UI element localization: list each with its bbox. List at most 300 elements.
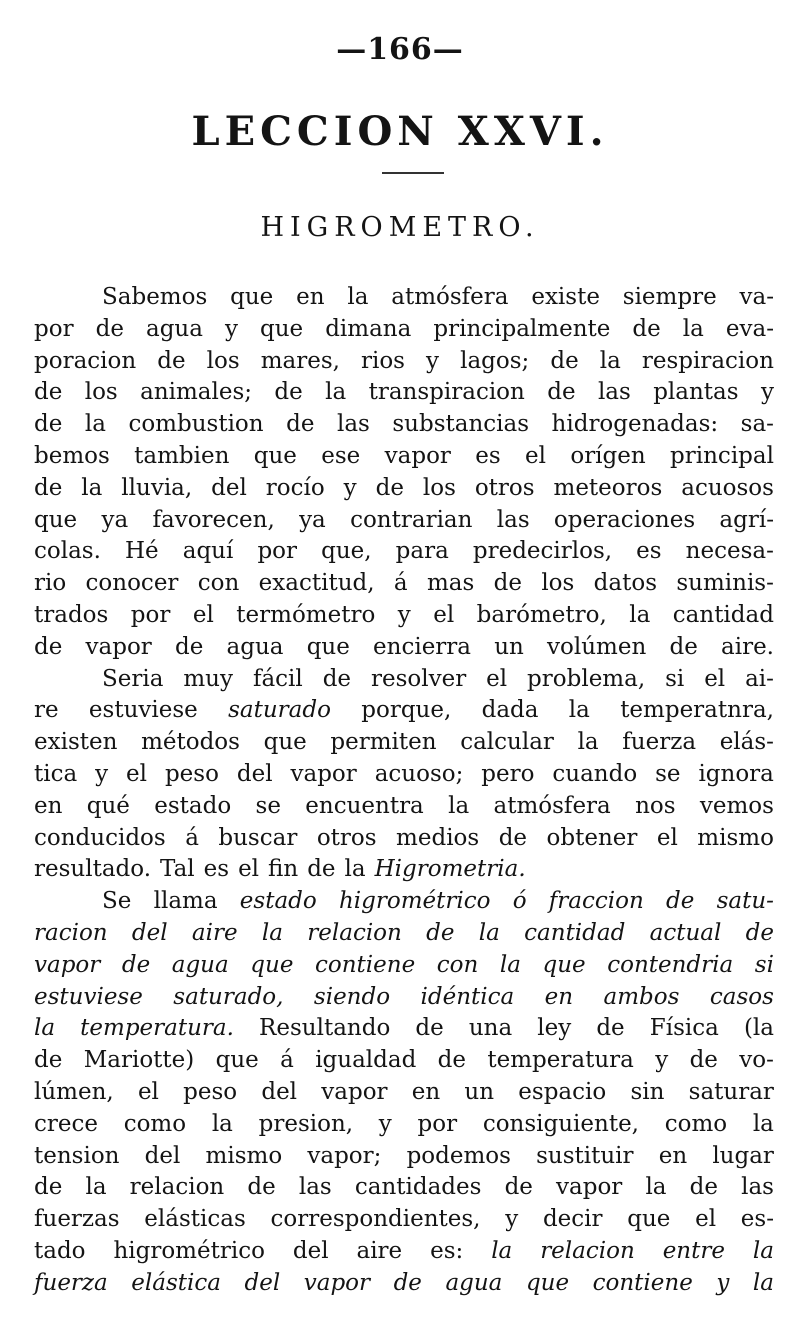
word: lúmen, (34, 1078, 114, 1105)
word: y (224, 315, 238, 342)
text-line (34, 1077, 774, 1109)
word: fraccion (548, 888, 644, 915)
word: vapor (85, 633, 152, 660)
lesson-title: LECCION XXVI. (191, 108, 609, 155)
word: cantidad (672, 601, 774, 628)
word: aire (191, 919, 238, 946)
word: de (34, 1047, 63, 1074)
word: sustituir (536, 1142, 634, 1169)
word: el (126, 760, 148, 787)
word: el (486, 665, 508, 692)
word: si (665, 665, 685, 692)
word: del (131, 919, 168, 946)
word: que (263, 729, 307, 756)
word: Física (649, 1015, 719, 1042)
word: predecirlos, (472, 538, 613, 565)
text-line (34, 823, 774, 855)
word: vemos (699, 792, 774, 819)
text-line (34, 982, 774, 1014)
word: de (415, 1015, 444, 1042)
text-line (34, 950, 774, 982)
text-line (34, 1172, 774, 1204)
word: se (255, 792, 281, 819)
word: va- (739, 284, 774, 310)
word: el (192, 601, 214, 628)
word: siempre (622, 284, 717, 310)
word: cuando (552, 760, 638, 787)
word: de (498, 824, 528, 851)
word: ya (299, 506, 326, 533)
word: relacion (540, 1237, 635, 1264)
word: principal (670, 442, 774, 469)
word: mismo (205, 1142, 283, 1169)
word: mas (426, 570, 475, 597)
word: colas. (34, 538, 101, 565)
word: estuviese (88, 697, 198, 724)
word: agua (226, 633, 284, 660)
word: y (716, 1269, 730, 1296)
text-line (34, 1204, 774, 1236)
word: otros (316, 824, 377, 851)
word: la (478, 919, 500, 946)
word: elásticas (144, 1206, 246, 1233)
word: la (568, 697, 590, 724)
word: en (411, 1078, 441, 1105)
word: vo- (739, 1047, 774, 1074)
word: que (306, 633, 350, 660)
word: Se (102, 888, 132, 915)
word: resultado. (34, 856, 152, 883)
word: racion (34, 919, 108, 946)
word: de (157, 347, 186, 374)
word: estado (154, 792, 232, 819)
word: satu- (716, 888, 774, 915)
word: los (541, 570, 575, 597)
word: elás- (719, 729, 774, 756)
word: de (504, 1174, 533, 1201)
word: de (689, 1047, 718, 1074)
word: la (84, 411, 106, 438)
text-line (34, 1045, 774, 1077)
word: decir (542, 1206, 603, 1233)
text-line (34, 1236, 774, 1268)
word: de (307, 856, 336, 883)
word: substancias (392, 411, 530, 438)
word: una (468, 1015, 513, 1042)
word: eva- (725, 315, 774, 342)
word: correspondientes, (270, 1206, 481, 1233)
word: la (752, 1237, 774, 1264)
word: crece (34, 1110, 98, 1137)
word: meteoros (553, 474, 663, 501)
word: de (689, 1174, 718, 1201)
word: un (494, 633, 524, 660)
word: en (296, 284, 325, 310)
word: el (433, 601, 455, 628)
word: y (95, 760, 109, 787)
word: á (280, 1047, 294, 1074)
word: vapor; (307, 1142, 382, 1169)
text-line (34, 1268, 774, 1300)
word: calcular (460, 729, 554, 756)
word: fuerza (34, 1269, 108, 1296)
word: Resultando (259, 1015, 391, 1042)
word: vapor (34, 951, 101, 978)
word: que (253, 442, 297, 469)
word: entre (662, 1237, 725, 1264)
word: conducidos (34, 824, 166, 851)
word: la (752, 1269, 774, 1296)
word: las (741, 1174, 774, 1201)
word: de (745, 919, 774, 946)
word: volúmen (547, 633, 647, 660)
text-line (34, 1141, 774, 1173)
word: termómetro (236, 601, 376, 628)
word: resolver (370, 665, 467, 692)
word: la (491, 1237, 513, 1264)
word: la (34, 1015, 56, 1042)
text-line (34, 727, 774, 759)
word: estado (239, 888, 317, 915)
word: y (655, 1047, 669, 1074)
word: por (34, 315, 74, 342)
word: tado (34, 1237, 86, 1264)
word: atmósfera (493, 792, 611, 819)
word: muy (183, 665, 233, 692)
word: de (493, 570, 522, 597)
word: de (247, 1174, 276, 1201)
page-number: —166— (336, 32, 464, 67)
word: es (203, 856, 230, 883)
word: los (206, 347, 240, 374)
word: de (632, 315, 661, 342)
word: transpiracion (368, 379, 525, 406)
word: del (236, 760, 273, 787)
word: del (144, 1142, 181, 1169)
word: ley (537, 1015, 572, 1042)
word: los (422, 474, 456, 501)
word: contendria (607, 951, 734, 978)
word: estuviese (34, 983, 143, 1010)
word: de (34, 379, 63, 406)
word: espacio (518, 1078, 607, 1105)
word: barómetro, (476, 601, 607, 628)
word: y (343, 474, 357, 501)
word: del (211, 474, 247, 501)
word: saturar (688, 1078, 774, 1105)
word: existen (34, 729, 118, 756)
word: la (85, 1174, 107, 1201)
word: medios (396, 824, 480, 851)
word: de (596, 1015, 625, 1042)
word: ai- (745, 665, 774, 692)
text-line (34, 568, 774, 600)
word: de (274, 379, 303, 406)
word: de (393, 1269, 422, 1296)
word: la (577, 729, 599, 756)
word: pero (481, 760, 535, 787)
word: que (215, 1047, 259, 1074)
word: agua (145, 315, 203, 342)
word: en (658, 1142, 688, 1169)
word: aire. (721, 633, 774, 660)
text-line (34, 314, 774, 346)
word: temperatnra, (620, 697, 774, 724)
word: que (230, 284, 274, 310)
word: problema, (527, 665, 646, 692)
word: vapor (303, 1269, 371, 1296)
word: el (704, 665, 726, 692)
word: encuentra (305, 792, 424, 819)
word: que (627, 1206, 671, 1233)
word: agua (445, 1269, 503, 1296)
word: igualdad (315, 1047, 417, 1074)
word: poracion (34, 347, 137, 374)
word: conocer (85, 570, 179, 597)
word: porque, (361, 697, 452, 724)
word: respiracion (641, 347, 774, 374)
word: operaciones (553, 506, 696, 533)
word: vapor (321, 1078, 388, 1105)
word: de (175, 633, 204, 660)
text-line (34, 282, 774, 314)
word: favorecen, (152, 506, 275, 533)
word: Hé (125, 538, 159, 565)
text-line (34, 505, 774, 537)
word: las (298, 1174, 332, 1201)
word: de (34, 633, 63, 660)
word: casos (709, 983, 774, 1010)
word: la (325, 379, 347, 406)
word: fácil (252, 665, 303, 692)
text-line (34, 854, 774, 886)
word: acuosos (681, 474, 774, 501)
word: de (375, 474, 404, 501)
word: y (378, 1110, 392, 1137)
word: Mariotte) (83, 1047, 195, 1074)
word: que (542, 951, 586, 978)
word: Seria (102, 665, 164, 692)
word: los (84, 379, 118, 406)
text-line (34, 759, 774, 791)
word: de (437, 1047, 467, 1074)
word: fuerza (622, 729, 697, 756)
word: es- (740, 1206, 774, 1233)
text-line (34, 441, 774, 473)
word: aire (356, 1237, 403, 1264)
word: es (636, 538, 662, 565)
word: cantidades (354, 1174, 482, 1201)
text-line (34, 1013, 774, 1045)
word: principalmente (433, 315, 611, 342)
word: permiten (330, 729, 437, 756)
word: la (682, 315, 704, 342)
text-line (34, 664, 774, 696)
word: la (448, 792, 470, 819)
word: (la (743, 1015, 774, 1042)
word: rio (34, 570, 67, 597)
text-line (34, 695, 774, 727)
word: vapor (556, 1174, 623, 1201)
word: nos (635, 792, 676, 819)
word: el (525, 442, 546, 469)
word: por (130, 601, 171, 628)
word: es: (430, 1237, 464, 1264)
word: ese (321, 442, 361, 469)
word: Sabemos (102, 284, 208, 310)
word: la (344, 856, 366, 883)
word: idéntica (420, 983, 515, 1010)
word: acuoso; (374, 760, 464, 787)
word: lluvia, (121, 474, 193, 501)
text-line (34, 473, 774, 505)
word: de (34, 411, 63, 438)
word: lagos; (460, 347, 530, 374)
word: del (261, 1078, 298, 1105)
word: sa- (740, 411, 774, 438)
word: contrarian (350, 506, 473, 533)
text-line (34, 600, 774, 632)
word: plantas (653, 379, 739, 406)
word: ya (101, 506, 129, 533)
word: agrí- (719, 506, 774, 533)
word: las (496, 506, 530, 533)
word: la (752, 1110, 774, 1137)
word: trados (34, 601, 109, 628)
word: relacion (129, 1174, 225, 1201)
word: que, (321, 538, 372, 565)
word: fuerzas (34, 1206, 120, 1233)
word: la (629, 601, 651, 628)
word: hidrogenadas: (551, 411, 719, 438)
word: agua (171, 951, 229, 978)
word: la (261, 919, 283, 946)
word: fin (268, 856, 299, 883)
word: podemos (406, 1142, 511, 1169)
word: el (238, 856, 260, 883)
word: necesa- (685, 538, 774, 565)
word: saturado (228, 697, 331, 724)
word: tica (34, 760, 78, 787)
word: mares, (260, 347, 340, 374)
word: del (244, 1269, 281, 1296)
word: otros (474, 474, 535, 501)
text-line (34, 791, 774, 823)
word: la (645, 1174, 667, 1201)
word: es (475, 442, 501, 469)
word: llama (153, 888, 218, 915)
word: á (185, 824, 199, 851)
word: como (664, 1110, 728, 1137)
word: ó (512, 888, 527, 915)
word: del (292, 1237, 329, 1264)
word: contiene (315, 951, 416, 978)
word: peso (164, 760, 219, 787)
word: tambien (134, 442, 230, 469)
text-line (34, 409, 774, 441)
word: encierra (373, 633, 472, 660)
word: las (336, 411, 370, 438)
word: buscar (218, 824, 298, 851)
body-text (34, 282, 774, 1300)
word: datos (593, 570, 658, 597)
text-line (34, 632, 774, 664)
word: si (754, 951, 774, 978)
word: como (123, 1110, 187, 1137)
word: aquí (182, 538, 234, 565)
word: y (505, 1206, 519, 1233)
word: vapor (290, 760, 357, 787)
word: existe (531, 284, 600, 310)
word: temperatura. (80, 1015, 234, 1042)
word: para (395, 538, 449, 565)
word: en (34, 792, 63, 819)
word: de (34, 1174, 63, 1201)
word: animales; (140, 379, 253, 406)
word: que (525, 1269, 570, 1296)
word: qué (86, 792, 130, 819)
word: el (695, 1206, 717, 1233)
word: elástica (131, 1269, 221, 1296)
word: de (121, 951, 151, 978)
word: por (417, 1110, 458, 1137)
section-title: HIGROMETRO. (260, 212, 540, 243)
word: la (347, 284, 369, 310)
word: dimana (325, 315, 412, 342)
word: de (666, 888, 695, 915)
word: y (397, 601, 411, 628)
word: siendo (313, 983, 391, 1010)
word: lugar (712, 1142, 774, 1169)
text-line (34, 377, 774, 409)
word: Tal (160, 856, 195, 883)
word: ambos (603, 983, 680, 1010)
word: y (760, 379, 774, 406)
word: un (464, 1078, 495, 1105)
word: que (250, 951, 294, 978)
word: Higrometria. (374, 856, 526, 883)
word: temperatura (487, 1047, 634, 1074)
word: se (655, 760, 681, 787)
word: rios (360, 347, 405, 374)
text-line (34, 1109, 774, 1141)
word: contiene (592, 1269, 693, 1296)
text-line (34, 918, 774, 950)
word: orígen (570, 442, 646, 469)
word: la (211, 1110, 233, 1137)
word: suminis- (676, 570, 774, 597)
word: mismo (697, 824, 774, 851)
word: de (286, 411, 315, 438)
word: saturado, (173, 983, 284, 1010)
word: la (599, 347, 621, 374)
word: vapor (384, 442, 451, 469)
word: por (257, 538, 298, 565)
word: con (197, 570, 240, 597)
word: cantidad (524, 919, 626, 946)
word: con (436, 951, 479, 978)
word: el (137, 1078, 159, 1105)
word: rocío (265, 474, 325, 501)
word: re (34, 697, 59, 724)
word: de (322, 665, 352, 692)
word: obtener (546, 824, 638, 851)
word: de (669, 633, 698, 660)
word: métodos (141, 729, 240, 756)
word: atmósfera (391, 284, 509, 310)
word: á (393, 570, 408, 597)
word: y (426, 347, 440, 374)
